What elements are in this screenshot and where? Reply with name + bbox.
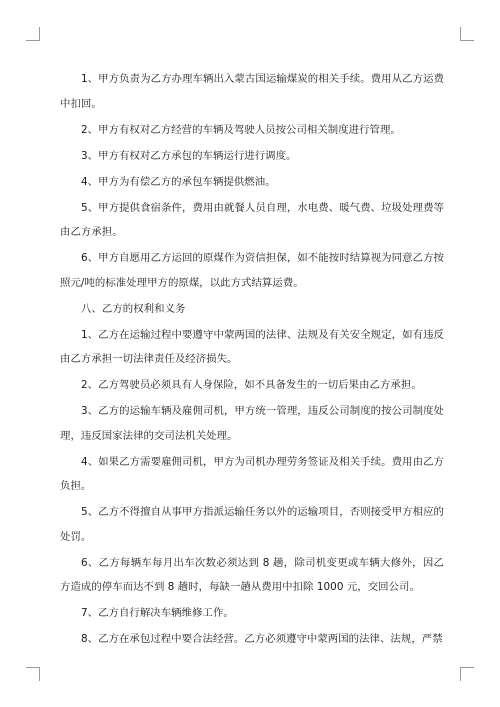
paragraph: 3、乙方的运输车辆及雇佣司机，甲方统一管理，违反公司制度的按公司制度处理，违反国家法律的交司法机关处理。 [60,405,444,442]
paragraph: 1、甲方负责为乙方办理车辆出入蒙古国运输煤炭的相关手续。费用从乙方运费中扣回。 [60,73,444,110]
crop-mark-bottom-right [460,667,474,681]
crop-mark-top-left [26,27,40,41]
paragraph: 2、乙方驾驶员必须具有人身保险，如不具备发生的一切后果由乙方承担。 [81,379,422,391]
paragraph: 4、如果乙方需要雇佣司机，甲方为司机办理劳务签证及相关手续。费用由乙方负担。 [60,455,444,492]
paragraph: 1、乙方在运输过程中要遵守中蒙两国的法律、法规及有关安全规定，如有违反由乙方承担一切法律责任及经济损失。 [60,328,444,365]
paragraph: 2、甲方有权对乙方经营的车辆及驾驶人员按公司相关制度进行管理。 [81,123,401,136]
paragraph: 7、乙方自行解决车辆维修工作。 [81,607,234,619]
paragraph: 5、乙方不得擅自从事甲方指派运输任务以外的运输项目，否则接受甲方相应的处罚。 [60,506,444,543]
section-heading: 八、乙方的权利和义务 [81,302,186,315]
crop-mark-bottom-left [26,667,40,681]
paragraph: 6、甲方自愿用乙方运回的原煤作为资信担保，如不能按时结算视为同意乙方按照元/吨的标准处理甲方的原煤，以此方式结算运费。 [60,252,444,289]
paragraph: 3、甲方有权对乙方承包的车辆运行进行调度。 [81,149,297,162]
crop-mark-top-right [460,27,474,41]
paragraph: 4、甲方为有偿乙方的承包车辆提供燃油。 [81,175,276,188]
paragraph: 8、乙方在承包过程中要合法经营。乙方必须遵守中蒙两国的法律、法规，严禁 [81,633,443,645]
paragraph: 5、甲方提供食宿条件，费用由就餐人员自理，水电费、暖气费、垃圾处理费等由乙方承担。 [60,201,444,238]
paragraph: 6、乙方每辆车每月出车次数必须达到 8 趟，除司机变更或车辆大修外，因乙方造成的停车而达不到 8 趟时，每缺一趟从费用中扣除 1000 元，交回公司。 [60,556,444,593]
document-body [60,67,444,653]
